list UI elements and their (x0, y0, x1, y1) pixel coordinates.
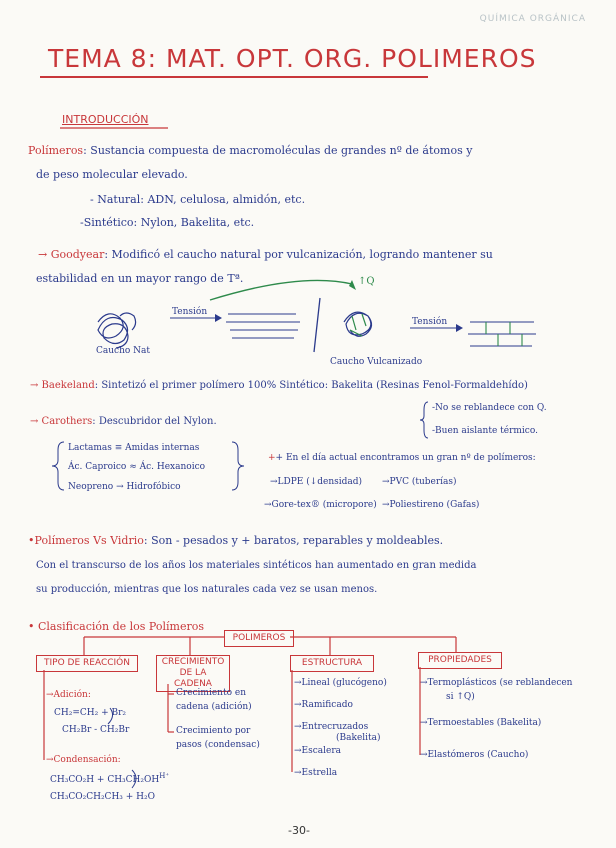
caucho-natural-label: Caucho Nat (96, 346, 151, 356)
page-title: TEMA 8: MAT. OPT. ORG. POLIMEROS (48, 44, 537, 73)
adicion-arrow (108, 708, 113, 724)
crecimiento-line-2: DE LA CADENA (174, 668, 212, 689)
estructura-estrella: →Estrella (294, 768, 338, 778)
nylon-brace-left (52, 442, 64, 490)
vidrio-text-2: Con el transcurso de los años los materiales sintéticos han aumentado en gran medida (36, 560, 477, 571)
condensacion-arrow (132, 770, 136, 788)
estructura-ramificado: →Ramificado (294, 700, 353, 710)
tension-label-2: Tensión (412, 317, 448, 327)
dia-actual-bind: + En el día actual encontramos un gran nº de polímeros: (275, 453, 536, 463)
clasificacion-heading: • Clasificación de los Polímeros (28, 620, 204, 633)
crosslinked-chains (468, 322, 536, 346)
tree-box-propiedades: PROPIEDADES (418, 652, 502, 669)
tension-arrow-1-head (215, 314, 222, 322)
adicion-eq-2: CH₂Br - CH₂Br (62, 725, 130, 735)
tree-box-tipo-reaccion: TIPO DE REACCIÓN (36, 655, 138, 672)
crecimiento-pasos-1: Crecimiento por (176, 726, 251, 736)
nylon-brace-right (232, 442, 244, 490)
poliestireno-example: →Poliestireno (Gafas) (382, 500, 480, 510)
carothers-label: → Carothers (30, 416, 93, 427)
crecimiento-pasos-2: pasos (condensac) (176, 740, 260, 750)
bakelita-brace (420, 402, 428, 438)
vulcanization-arrow (210, 280, 352, 300)
adicion-eq-1: CH₂=CH₂ + Br₂ (54, 708, 127, 718)
pvc-example: →PVC (tuberías) (382, 477, 457, 487)
vidrio-text-3: su producción, mientras que los naturales cada vez se usan menos. (36, 584, 378, 595)
polimeros-label: Polímeros (28, 144, 84, 157)
goodyear-text-1: : Modificó el caucho natural por vulcanización, logrando mantener su (104, 248, 493, 261)
condensacion-label: →Condensación: (46, 755, 121, 765)
prop-elastomeros: →Elastómeros (Caucho) (420, 750, 529, 760)
nylon-fact-2: Ác. Caproico ≈ Ác. Hexanoico (68, 462, 206, 472)
estructura-escalera: →Escalera (294, 746, 342, 756)
estructura-lineal: →Lineal (glucógeno) (294, 678, 387, 688)
caucho-vulcanizado-sketch (344, 312, 372, 336)
estructura-entrecruzados: →Entrecruzados (294, 722, 369, 732)
baekeland-text: : Sintetizó el primer polímero 100% Sintético: Bakelita (Resinas Fenol-Formaldehído) (94, 380, 528, 391)
estructura-entrecruzados-ej: (Bakelita) (336, 733, 381, 743)
condensacion-catalyst: H⁺ (159, 772, 170, 780)
classification-tree-lines (44, 637, 456, 772)
tension-label-1: Tensión (172, 307, 208, 317)
caucho-natural-sketch (98, 313, 136, 348)
bleed-through-header: QUÍMICA ORGÁNICA (479, 14, 586, 24)
vulcanization-arrow-head (349, 280, 356, 290)
page-number: -30- (288, 824, 310, 837)
dia-actual-text: ++ En el día actual encontramos un gran nº de polímeros: (268, 453, 536, 463)
adicion-label: →Adición: (46, 690, 91, 700)
bakelita-property-2: -Buen aislante térmico. (432, 426, 538, 436)
nylon-fact-1: Lactamas ≡ Amidas internas (68, 443, 200, 453)
goodyear-text-2: estabilidad en un mayor rango de Tª. (36, 272, 244, 285)
prop-termoplasticos-1: →Termoplásticos (se reblandecen (420, 678, 573, 688)
crecimiento-line-1: CRECIMIENTO (161, 657, 225, 667)
baekeland-label: → Baekeland (30, 380, 95, 391)
sintetico-examples: -Sintético: Nylon, Bakelita, etc. (80, 216, 255, 229)
tension-arrow-2-head (456, 324, 463, 332)
stretched-chains (226, 314, 300, 338)
prop-termoplasticos-2: si ↑Q) (446, 692, 475, 702)
delta-q-label: ↑Q (358, 276, 375, 287)
caucho-vulcanizado-label: Caucho Vulcanizado (330, 357, 423, 367)
nylon-fact-3: Neopreno → Hidrofóbico (68, 482, 181, 492)
crecimiento-cadena-2: cadena (adición) (176, 702, 252, 712)
tree-root-polimeros: POLIMEROS (224, 630, 294, 647)
crecimiento-cadena-1: Crecimiento en (176, 688, 246, 698)
divider-slash (314, 298, 320, 352)
goodyear-label: → Goodyear (38, 248, 105, 261)
vidrio-text: : Son - pesados y + baratos, reparables y moldeables. (143, 534, 444, 547)
carothers-text: : Descubridor del Nylon. (92, 416, 217, 427)
polimeros-def-2: de peso molecular elevado. (36, 168, 188, 181)
natural-examples: - Natural: ADN, celulosa, almidón, etc. (90, 193, 306, 206)
goretex-example: →Gore-tex® (micropore) (264, 500, 377, 510)
vidrio-label: •Polímeros Vs Vidrio (28, 534, 144, 547)
condensacion-eq-1-main: CH₃CO₂H + CH₃CH₂OH (50, 775, 160, 785)
section-introduccion: INTRODUCCIÓN (62, 113, 149, 126)
tree-box-estructura: ESTRUCTURA (290, 655, 374, 672)
condensacion-eq-2: CH₃CO₂CH₂CH₃ + H₂O (50, 792, 155, 802)
polimeros-def-1: : Sustancia compuesta de macromoléculas de grandes nº de átomos y (83, 144, 473, 157)
ldpe-example: →LDPE (↓densidad) (270, 477, 363, 487)
prop-termoestables: →Termoestables (Bakelita) (420, 718, 542, 728)
bakelita-property-1: -No se reblandece con Q. (432, 403, 547, 413)
